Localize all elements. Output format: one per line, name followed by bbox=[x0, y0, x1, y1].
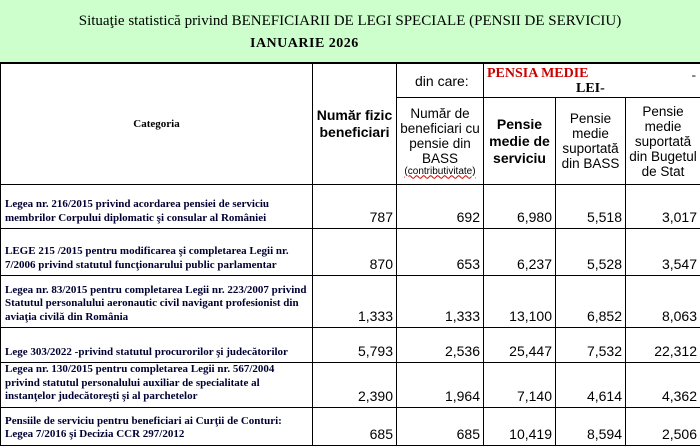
cell-pensie-serviciu: 25,447 bbox=[484, 328, 556, 363]
header-nr-bass bbox=[397, 98, 484, 185]
header-row-1 bbox=[1, 64, 700, 98]
cell-pensie-buget: 4,362 bbox=[626, 363, 700, 408]
cell-nr-fizic: 787 bbox=[313, 185, 397, 229]
cell-pensie-buget: 2,506 bbox=[626, 407, 700, 445]
header-pensie-buget: Pensie medie suportată din Bugetul de Stat bbox=[626, 98, 700, 185]
table-row bbox=[1, 407, 700, 445]
cell-pensie-serviciu: 10,419 bbox=[484, 407, 556, 445]
header-nr-fizic: Număr fizic beneficiari bbox=[313, 64, 397, 185]
cell-nr-bass: 1,333 bbox=[397, 276, 484, 328]
row-category: Pensiile de serviciu pentru beneficiari ai Curţii de Conturi: Legea 7/2016 şi Decizia CCR 297/2012 bbox=[1, 407, 313, 445]
cell-pensie-bass: 7,532 bbox=[556, 328, 626, 363]
header-pensia-dash: - bbox=[692, 67, 696, 83]
row-category: Lege 303/2022 -privind statutul procurorilor şi judecătorilor bbox=[1, 328, 313, 363]
cell-pensie-serviciu: 13,100 bbox=[484, 276, 556, 328]
report-title: Situaţie statistică privind BENEFICIARII DE LEGI SPECIALE (PENSII DE SERVICIU) bbox=[0, 13, 700, 30]
cell-pensie-bass: 5,518 bbox=[556, 185, 626, 229]
table-row bbox=[1, 229, 700, 276]
table-row bbox=[1, 328, 700, 363]
header-pensie-bass: Pensie medie suportată din BASS bbox=[556, 98, 626, 185]
cell-nr-fizic: 5,793 bbox=[313, 328, 397, 363]
header-pensia-medie: PENSIA MEDIE bbox=[487, 66, 589, 82]
header-lei: LEI- bbox=[576, 81, 605, 97]
cell-pensie-bass: 6,852 bbox=[556, 276, 626, 328]
title-band bbox=[0, 0, 700, 63]
cell-nr-fizic: 1,333 bbox=[313, 276, 397, 328]
cell-pensie-serviciu: 7,140 bbox=[484, 363, 556, 408]
cell-nr-fizic: 2,390 bbox=[313, 363, 397, 408]
report-period: IANUARIE 2026 bbox=[250, 36, 359, 52]
cell-pensie-bass: 5,528 bbox=[556, 229, 626, 276]
cell-pensie-buget: 8,063 bbox=[626, 276, 700, 328]
row-category: Legea nr. 83/2015 pentru completarea Legii nr. 223/2007 privind Statutul personalului aeronautic civil navigant profesionist din aviaţia civilă din România bbox=[1, 276, 313, 328]
header-categoria: Categoria bbox=[1, 64, 313, 185]
statistics-table bbox=[0, 63, 700, 446]
row-category: LEGE 215 /2015 pentru modificarea şi completarea Legii nr. 7/2006 privind statutul funcţionarului public parlamentar bbox=[1, 229, 313, 276]
cell-pensie-buget: 3,547 bbox=[626, 229, 700, 276]
table-row bbox=[1, 363, 700, 408]
cell-nr-bass: 692 bbox=[397, 185, 484, 229]
cell-pensie-bass: 8,594 bbox=[556, 407, 626, 445]
header-nr-bass-main: Număr de beneficiari cu pensie din BASS bbox=[397, 106, 483, 166]
cell-pensie-serviciu: 6,237 bbox=[484, 229, 556, 276]
cell-pensie-buget: 3,017 bbox=[626, 185, 700, 229]
cell-pensie-buget: 22,312 bbox=[626, 328, 700, 363]
cell-pensie-bass: 4,614 bbox=[556, 363, 626, 408]
cell-nr-fizic: 870 bbox=[313, 229, 397, 276]
header-nr-bass-sub: (contributivitate) bbox=[397, 166, 483, 177]
cell-pensie-serviciu: 6,980 bbox=[484, 185, 556, 229]
table-row bbox=[1, 276, 700, 328]
row-category: Legea nr. 216/2015 privind acordarea pensiei de serviciu membrilor Corpului diplomatic şi consular al României bbox=[1, 185, 313, 229]
header-din-care: din care: bbox=[397, 64, 484, 98]
cell-nr-bass: 2,536 bbox=[397, 328, 484, 363]
cell-nr-bass: 1,964 bbox=[397, 363, 484, 408]
table-row bbox=[1, 185, 700, 229]
header-pensie-serviciu: Pensie medie de serviciu bbox=[484, 98, 556, 185]
row-category: Legea nr. 130/2015 pentru completarea Legii nr. 567/2004 privind statutul personalului auxiliar de specialitate al instanţelor judecătoreşti şi al parchetelor bbox=[1, 363, 313, 408]
cell-nr-fizic: 685 bbox=[313, 407, 397, 445]
header-pensia-medie-group bbox=[484, 64, 700, 98]
cell-nr-bass: 653 bbox=[397, 229, 484, 276]
cell-nr-bass: 685 bbox=[397, 407, 484, 445]
